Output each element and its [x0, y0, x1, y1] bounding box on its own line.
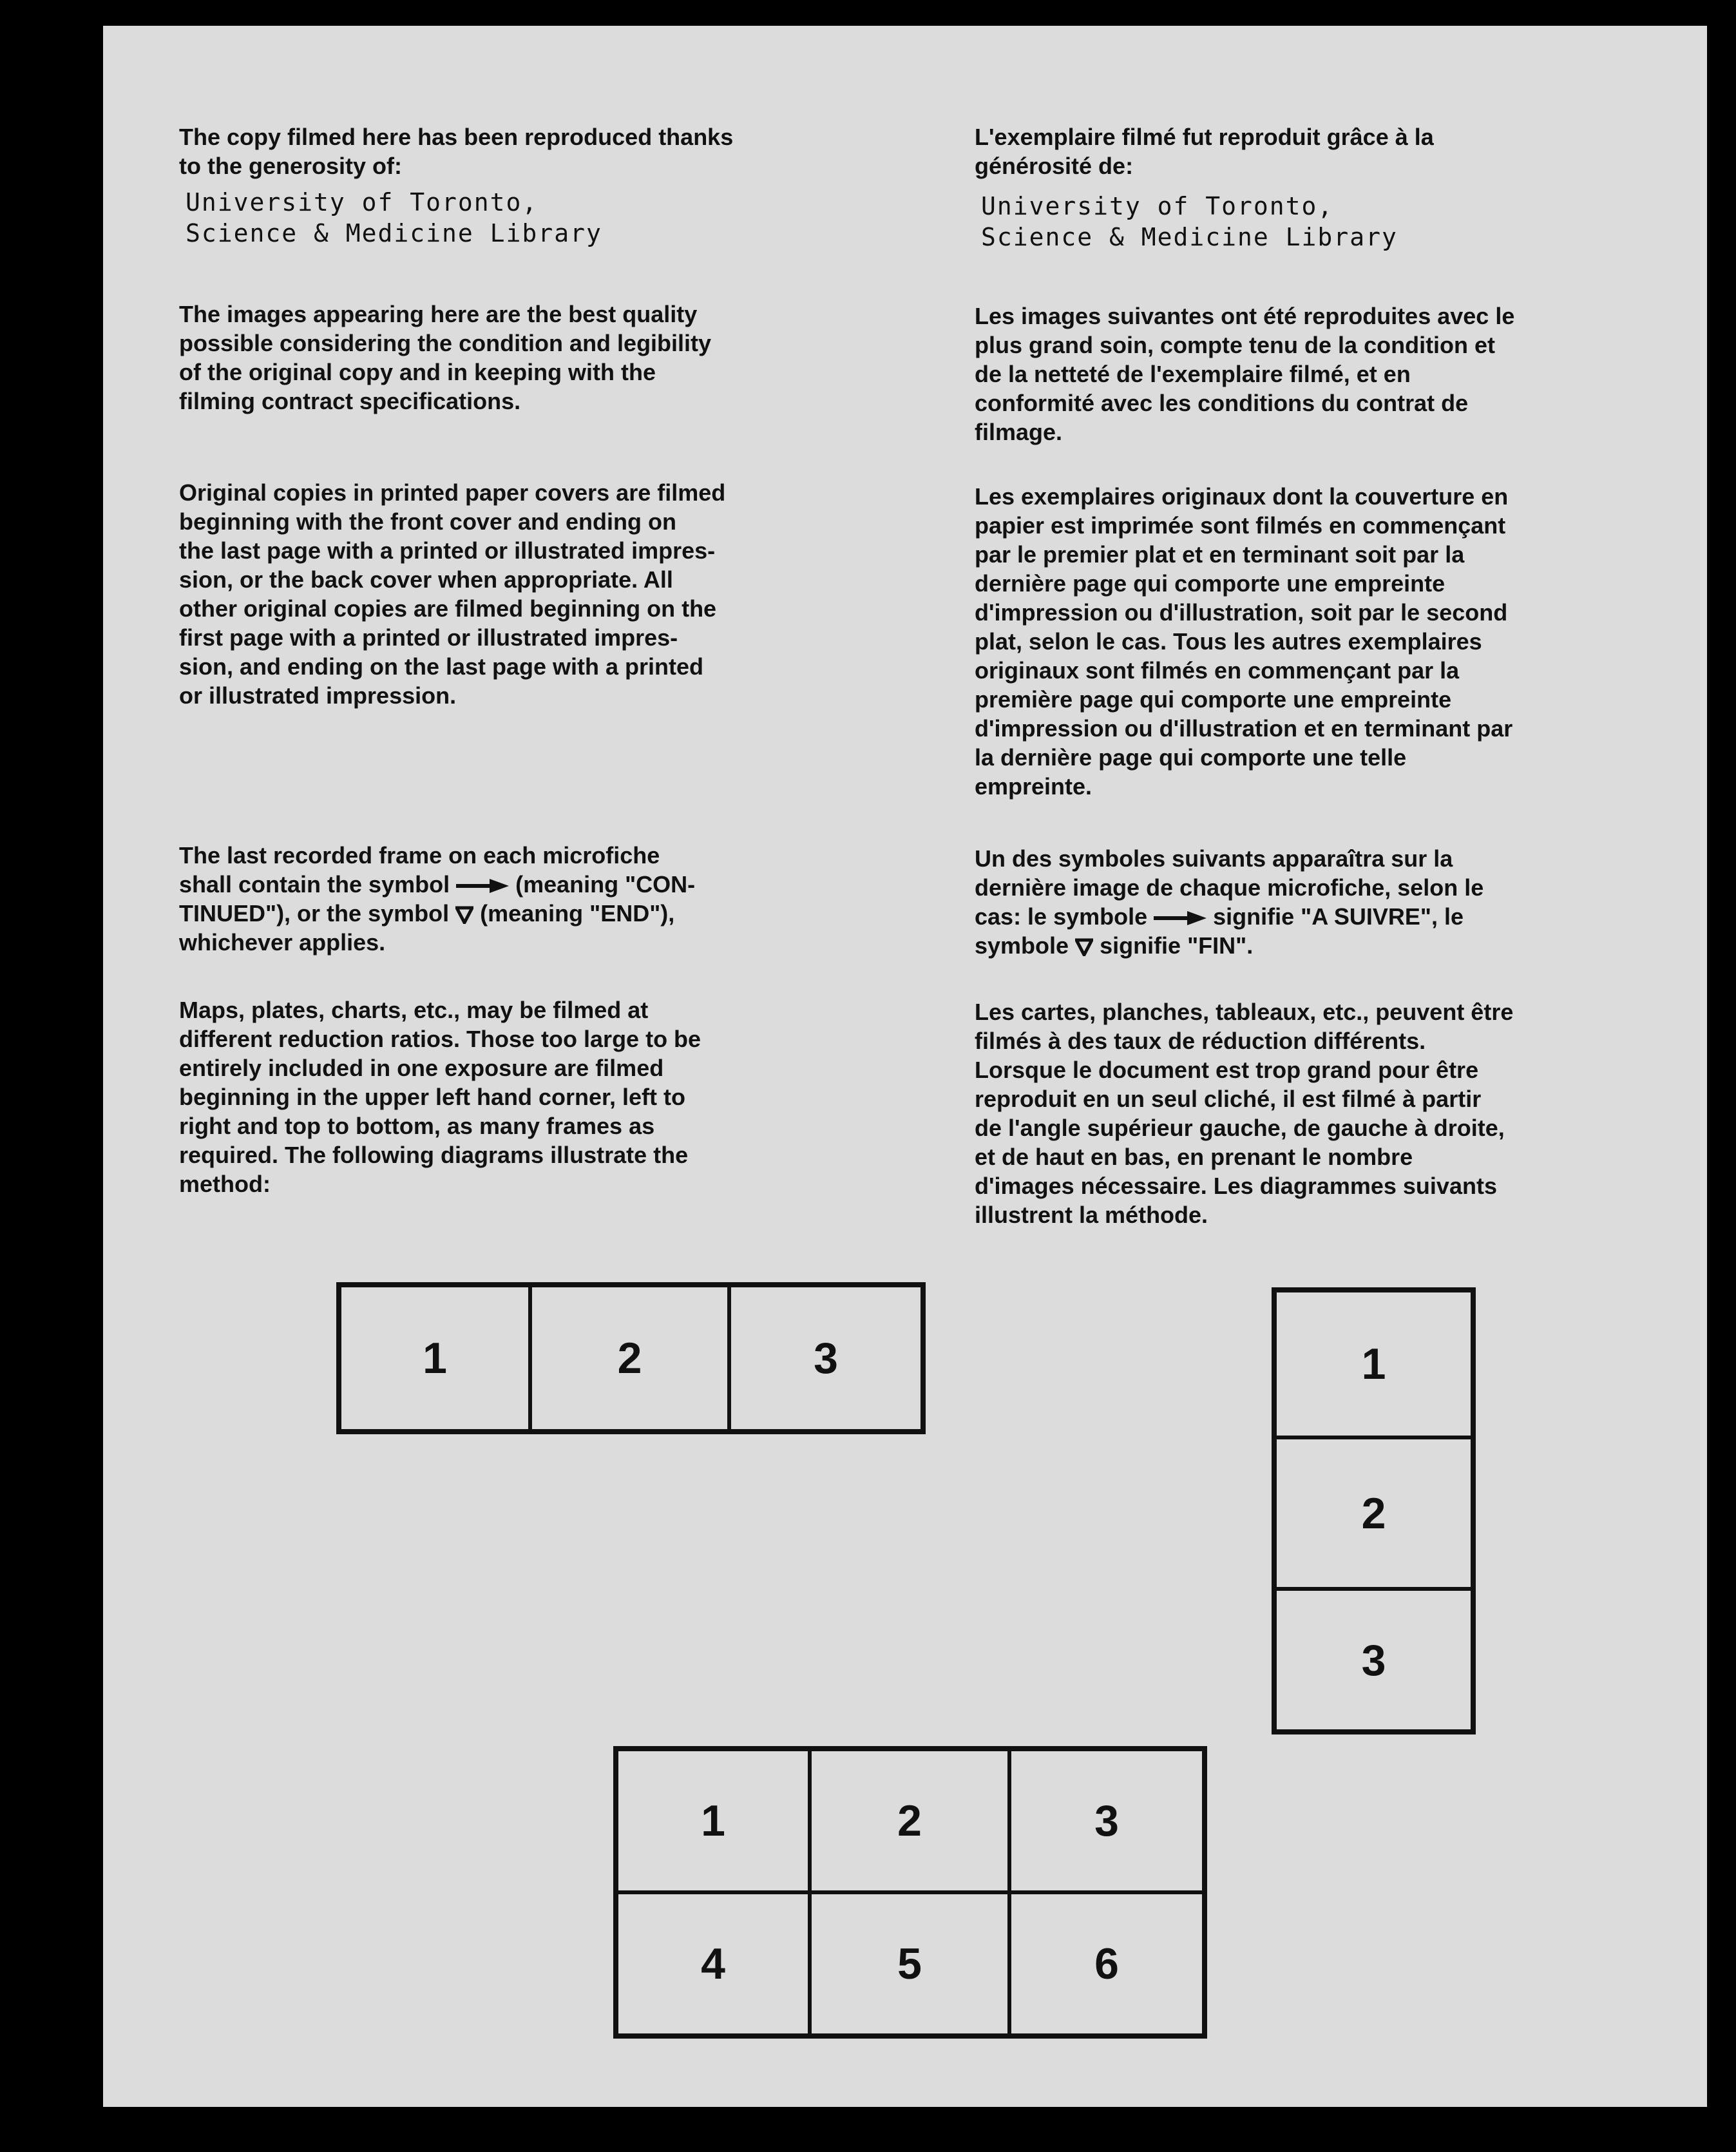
text-fragment: signifie "FIN". — [1093, 932, 1254, 959]
text-line: dernière page qui comporte une empreinte — [975, 570, 1445, 597]
frame-cell: 1 — [1275, 1291, 1473, 1437]
frame-cell: 3 — [729, 1285, 922, 1431]
text-fragment: shall contain the symbol — [179, 871, 457, 898]
grid-frame-diagram — [613, 1746, 1207, 2039]
text-line: conformité avec les conditions du contrat de — [975, 390, 1469, 416]
text-line: first page with a printed or illustrated impres- — [179, 624, 678, 651]
frame-cell: 6 — [1009, 1892, 1204, 2035]
originals-paragraph — [975, 482, 1651, 801]
text-line: générosité de: — [975, 153, 1134, 179]
text-line: or illustrated impression. — [179, 682, 457, 709]
text-fragment: signifie "A SUIVRE", le — [1207, 903, 1464, 930]
frame-cell: 1 — [339, 1285, 530, 1431]
text-line: University of Toronto, — [981, 192, 1334, 220]
quality-paragraph — [179, 300, 855, 416]
quality-paragraph — [975, 302, 1651, 447]
text-line — [179, 899, 855, 928]
text-line: University of Toronto, — [186, 188, 539, 216]
text-line: method: — [179, 1171, 271, 1197]
text-line: right and top to bottom, as many frames as — [179, 1113, 655, 1139]
institution-name — [186, 187, 602, 249]
text-line: de la netteté de l'exemplaire filmé, et en — [975, 361, 1411, 387]
text-fragment: cas: le symbole — [975, 903, 1154, 930]
text-line: Maps, plates, charts, etc., may be filmed at — [179, 997, 649, 1023]
text-line: plat, selon le cas. Tous les autres exemplaires — [975, 628, 1482, 655]
horizontal-frame-diagram — [336, 1282, 926, 1434]
text-line: of the original copy and in keeping with the — [179, 359, 656, 385]
text-line: reproduit en un seul cliché, il est filmé à partir — [975, 1086, 1482, 1112]
text-line: Les cartes, planches, tableaux, etc., peuvent être — [975, 999, 1514, 1025]
text-line: originaux sont filmés en commençant par la — [975, 657, 1460, 684]
text-line: possible considering the condition and legibility — [179, 330, 712, 356]
text-line: The last recorded frame on each microfiche — [179, 842, 660, 869]
text-line: sion, and ending on the last page with a printed — [179, 653, 704, 680]
maps-paragraph — [179, 995, 855, 1198]
text-line: et de haut en bas, en prenant le nombre — [975, 1144, 1413, 1170]
triangle-down-icon — [455, 906, 473, 924]
frame-cell: 3 — [1275, 1589, 1473, 1731]
text-line: d'impression ou d'illustration, soit par le second — [975, 599, 1508, 626]
frame-cell: 5 — [810, 1892, 1009, 2035]
text-line: illustrent la méthode. — [975, 1202, 1208, 1228]
frame-cell: 2 — [1275, 1437, 1473, 1589]
text-line: sion, or the back cover when appropriate. All — [179, 566, 673, 593]
text-line — [179, 870, 855, 899]
frame-cell: 1 — [616, 1749, 810, 1892]
vertical-frame-diagram — [1272, 1287, 1476, 1734]
text-line: other original copies are filmed beginning on the — [179, 595, 717, 622]
text-fragment: TINUED"), or the symbol — [179, 900, 456, 927]
text-line: beginning in the upper left hand corner, left to — [179, 1084, 686, 1110]
originals-paragraph — [179, 478, 855, 710]
text-line: the last page with a printed or illustrated impres- — [179, 537, 716, 564]
arrow-right-icon — [456, 879, 509, 893]
symbols-paragraph — [975, 844, 1651, 960]
text-line: Original copies in printed paper covers are filmed — [179, 479, 726, 506]
text-line: filming contract specifications. — [179, 388, 521, 414]
text-line — [975, 931, 1651, 960]
text-line: The copy filmed here has been reproduced thanks — [179, 124, 734, 150]
frame-cell: 4 — [616, 1892, 810, 2035]
text-line: dernière image de chaque microfiche, selon le — [975, 874, 1484, 901]
text-line: Les exemplaires originaux dont la couverture en — [975, 483, 1509, 510]
text-line: Science & Medicine Library — [981, 223, 1398, 251]
text-line: entirely included in one exposure are filmed — [179, 1055, 664, 1081]
frame-cell: 3 — [1009, 1749, 1204, 1892]
text-line: par le premier plat et en terminant soit par la — [975, 541, 1465, 568]
text-fragment: (meaning "END"), — [473, 900, 675, 927]
text-line: Lorsque le document est trop grand pour être — [975, 1057, 1479, 1083]
symbols-paragraph — [179, 841, 855, 957]
text-line: filmage. — [975, 419, 1063, 445]
text-line: d'impression ou d'illustration et en terminant par — [975, 715, 1513, 742]
text-line: de l'angle supérieur gauche, de gauche à droite, — [975, 1115, 1505, 1141]
text-line: plus grand soin, compte tenu de la condition et — [975, 332, 1496, 358]
text-line: to the generosity of: — [179, 153, 403, 179]
text-fragment: symbole — [975, 932, 1076, 959]
text-fragment: (meaning "CON- — [509, 871, 696, 898]
text-line: filmés à des taux de réduction différents. — [975, 1028, 1426, 1054]
text-line: la dernière page qui comporte une telle — [975, 744, 1407, 771]
text-line: required. The following diagrams illustrate the — [179, 1142, 689, 1168]
acknowledgement-text — [975, 122, 1651, 180]
text-line: Les images suivantes ont été reproduites avec le — [975, 303, 1515, 329]
text-line — [975, 902, 1651, 931]
maps-paragraph — [975, 997, 1651, 1229]
text-line: beginning with the front cover and ending on — [179, 508, 676, 535]
triangle-down-icon — [1075, 938, 1093, 956]
text-line: Science & Medicine Library — [186, 219, 602, 247]
institution-name — [981, 191, 1398, 253]
text-line: papier est imprimée sont filmés en commençant — [975, 512, 1506, 539]
text-line: empreinte. — [975, 773, 1092, 800]
text-line: The images appearing here are the best quality — [179, 301, 698, 327]
acknowledgement-text — [179, 122, 855, 180]
frame-cell: 2 — [810, 1749, 1009, 1892]
text-line: different reduction ratios. Those too large to be — [179, 1026, 701, 1052]
text-line: première page qui comporte une empreinte — [975, 686, 1452, 713]
text-line: Un des symboles suivants apparaîtra sur la — [975, 845, 1453, 872]
text-line: whichever applies. — [179, 929, 386, 956]
frame-cell: 2 — [530, 1285, 729, 1431]
text-line: d'images nécessaire. Les diagrammes suivants — [975, 1173, 1497, 1199]
text-line: L'exemplaire filmé fut reproduit grâce à la — [975, 124, 1434, 150]
arrow-right-icon — [1154, 911, 1207, 925]
